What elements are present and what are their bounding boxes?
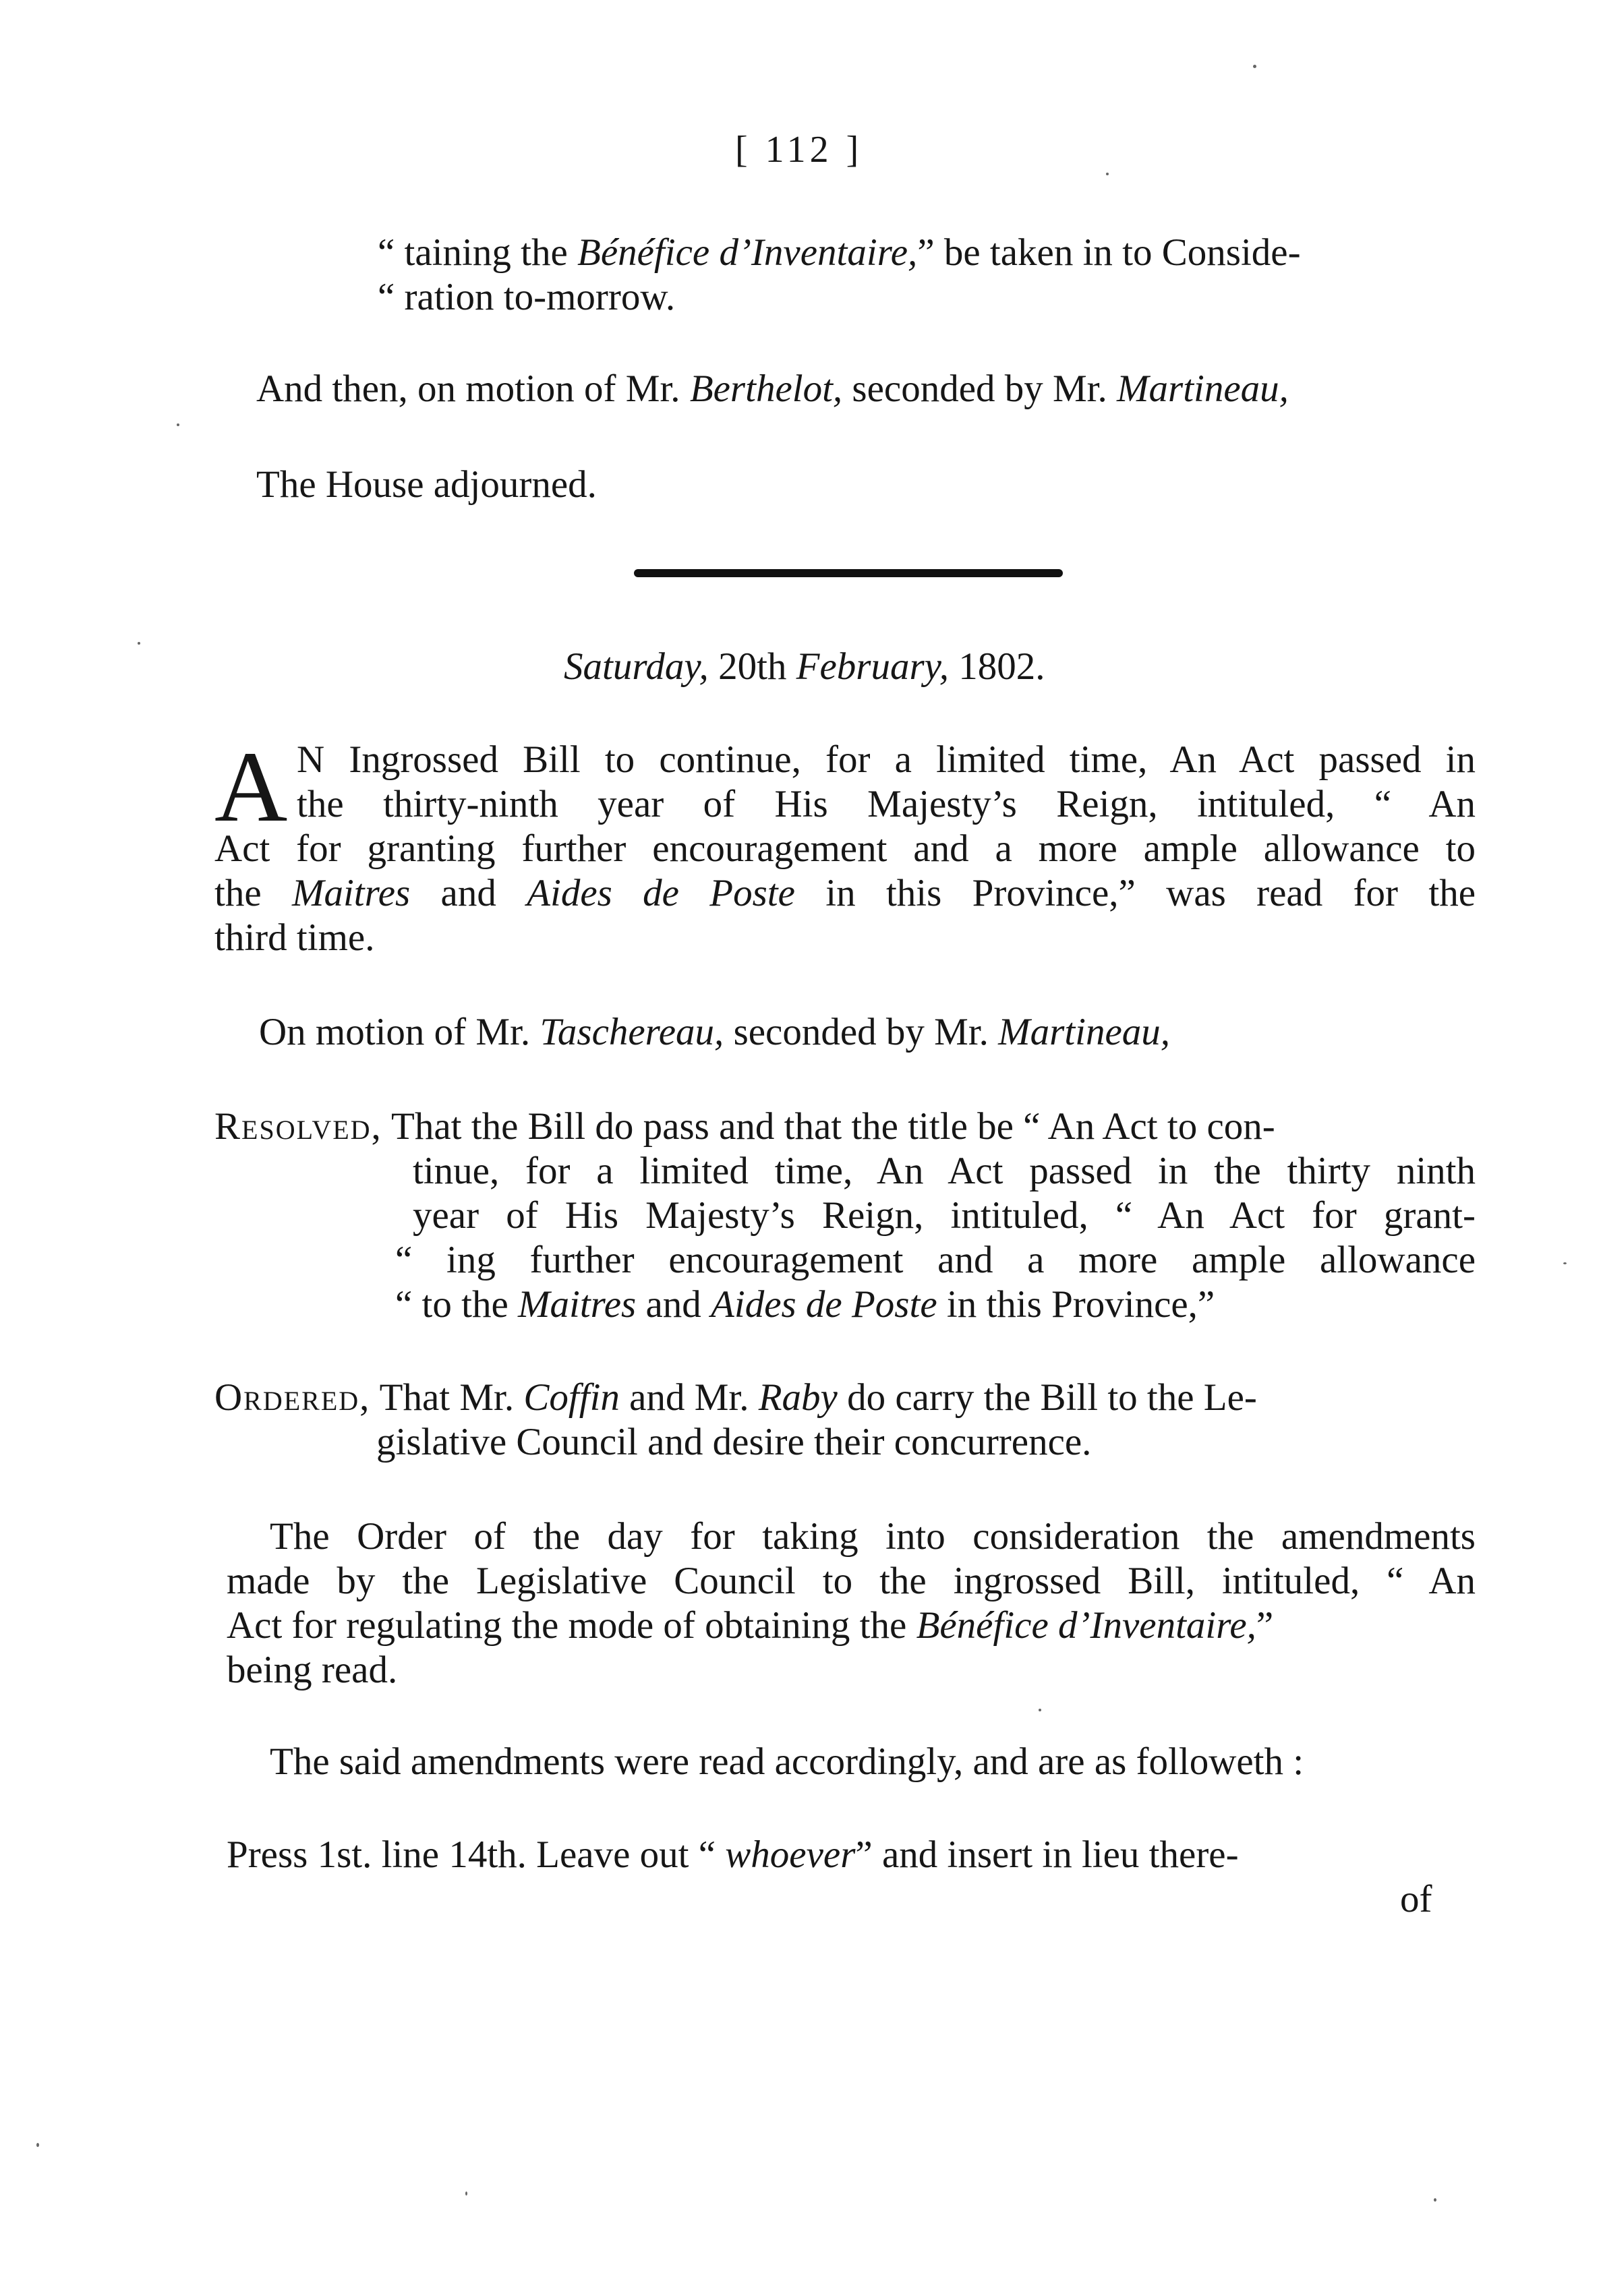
italic-text: whoever: [725, 1833, 856, 1876]
text: [709, 231, 719, 274]
italic-text: Aides de Poste: [711, 1283, 937, 1326]
text: [1049, 1604, 1058, 1647]
italic-name: Raby: [758, 1376, 838, 1419]
text: “ taining the: [378, 231, 577, 274]
catchword: of: [1400, 1878, 1432, 1920]
text: Act for regulating the mode of obtaining the: [227, 1604, 916, 1647]
resolved-line-3: year of His Majesty’s Reign, intituled, “ An Act for grant-: [413, 1194, 1476, 1237]
ordered-line-2: gislative Council and desire their concurrence.: [376, 1421, 1092, 1463]
press-line: [227, 1833, 1239, 1877]
order-of-day-line-3: [227, 1603, 1273, 1648]
text: On motion of Mr.: [259, 1011, 540, 1053]
italic-text: d’Inventaire,: [719, 231, 918, 274]
bill-line-1: N Ingrossed Bill to continue, for a limited time, An Act passed in: [297, 738, 1476, 781]
italic-name: Coffin: [523, 1376, 620, 1419]
ordered-label: Ordered,: [214, 1376, 371, 1419]
text: the: [214, 872, 292, 914]
bill-line-5: third time.: [214, 916, 375, 959]
text: and: [410, 872, 527, 914]
italic-text: Saturday,: [564, 645, 709, 688]
scan-speck: [1253, 65, 1256, 68]
italic-text: Maitres: [291, 872, 411, 914]
text: Press 1st. line 14th. Leave out “: [227, 1833, 726, 1876]
said-amendments: The said amendments were read accordingly, and are as followeth :: [270, 1740, 1304, 1783]
bill-line-3: Act for granting further encouragement and a more ample allowance to: [214, 827, 1476, 870]
text: 20th: [708, 645, 796, 688]
scan-speck: [1434, 2198, 1436, 2202]
text: seconded by Mr.: [842, 367, 1117, 410]
ordered-line-1: [214, 1376, 1476, 1420]
italic-text: Bénéfice: [916, 1604, 1049, 1647]
text: and: [636, 1283, 711, 1326]
italic-name: Martineau,: [998, 1011, 1171, 1053]
scan-speck: [36, 2143, 39, 2147]
drop-cap: A: [214, 731, 288, 843]
adjourn-motion: [256, 367, 1289, 411]
section-divider-rule: [634, 569, 1063, 577]
text: ” and insert in lieu there-: [855, 1833, 1239, 1876]
resolved-line-2: tinue, for a limited time, An Act passed in the thirty ninth: [413, 1150, 1476, 1192]
resolved-line-1: [214, 1105, 1476, 1149]
continuation-line-2: “ ration to-morrow.: [378, 276, 676, 318]
order-of-day-line-1: The Order of the day for taking into consideration the amendments: [270, 1515, 1476, 1558]
order-of-day-line-2: made by the Legislative Council to the ingrossed Bill, intituled, “ An: [227, 1560, 1476, 1602]
text: 1802.: [949, 645, 1045, 688]
text: ”: [1256, 1604, 1274, 1647]
scan-speck: [1039, 1709, 1041, 1711]
scan-speck: [465, 2191, 467, 2196]
italic-name: Martineau,: [1117, 367, 1289, 410]
italic-text: Bénéfice: [577, 231, 710, 274]
scan-speck: [1106, 173, 1109, 175]
italic-name: Berthelot,: [689, 367, 843, 410]
resolved-label: Resolved,: [214, 1105, 382, 1148]
bill-line-2: the thirty-ninth year of His Majesty’s Reign, intituled, “ An: [297, 783, 1476, 825]
resolved-line-4: “ ing further encouragement and a more ample allowance: [395, 1239, 1476, 1281]
scan-speck: [1563, 1262, 1567, 1264]
order-of-day-line-4: being read.: [227, 1649, 398, 1691]
italic-name: Taschereau,: [540, 1011, 724, 1053]
text: “ to the: [395, 1283, 519, 1326]
house-adjourned: The House adjourned.: [256, 463, 597, 506]
text: seconded by Mr.: [724, 1011, 999, 1053]
bill-line-4: [214, 871, 1476, 916]
date-heading: [564, 645, 1045, 689]
italic-text: d’Inventaire,: [1058, 1604, 1256, 1647]
text: in this Province,” was read for the: [794, 872, 1476, 914]
italic-text: Maitres: [518, 1283, 637, 1326]
resolved-line-5: [395, 1283, 1215, 1327]
scan-speck: [138, 642, 140, 645]
text: and Mr.: [619, 1376, 759, 1419]
motion-taschereau: [259, 1010, 1170, 1055]
text: ” be taken in to Conside-: [917, 231, 1301, 274]
continuation-line-1: [378, 231, 1301, 275]
text: And then, on motion of Mr.: [256, 367, 690, 410]
scan-speck: [177, 423, 179, 426]
text: That the Bill do pass and that the title be “ An Act to con-: [382, 1105, 1275, 1148]
text: That Mr.: [370, 1376, 524, 1419]
page-number: [ 112 ]: [735, 129, 863, 171]
text: in this Province,”: [937, 1283, 1215, 1326]
italic-text: February,: [796, 645, 950, 688]
text: do carry the Bill to the Le-: [837, 1376, 1257, 1419]
italic-text: Aides de Poste: [527, 872, 795, 914]
